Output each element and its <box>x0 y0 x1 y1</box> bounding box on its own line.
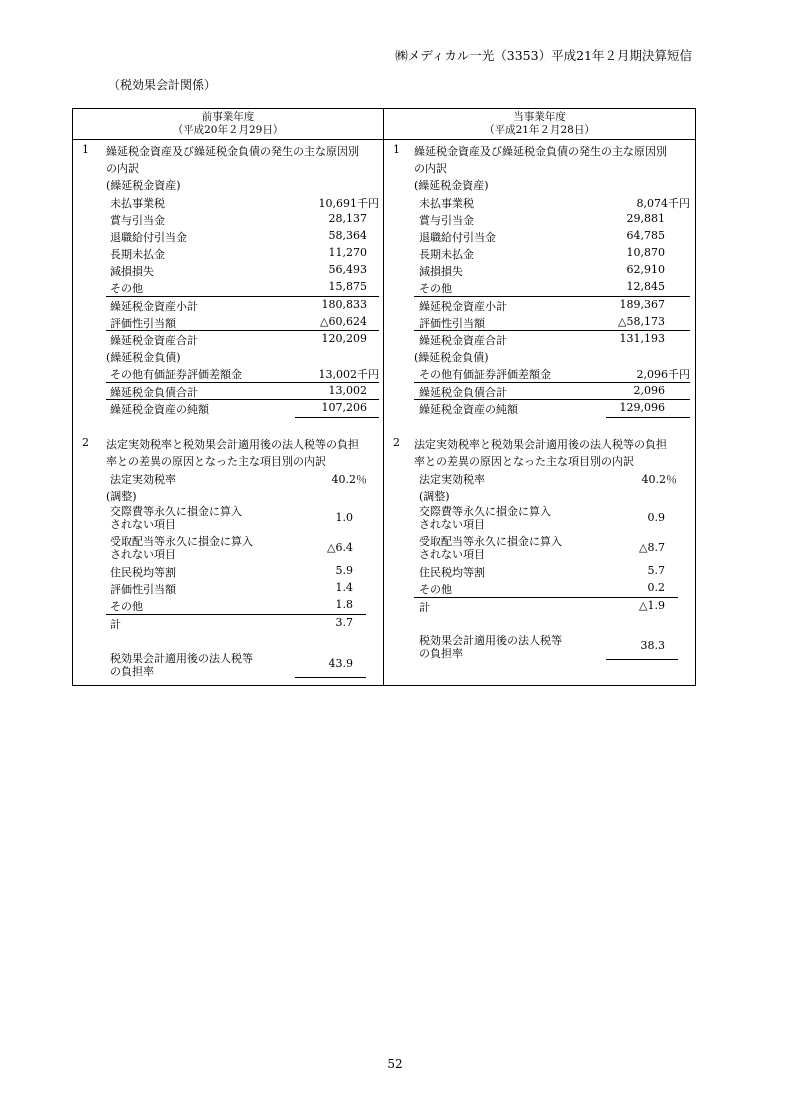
adjustment-total-rule <box>106 614 366 615</box>
section1-number: 1 <box>82 143 89 156</box>
dividend-label-line1: 受取配当等永久に損金に算入 <box>110 535 253 548</box>
dta-label: 長期未払金 <box>110 248 165 261</box>
adjustment-total-value: 3.7 <box>335 616 353 629</box>
net-label: 繰延税金資産の純額 <box>419 403 518 416</box>
dtl-item-value: 2,096千円 <box>636 368 690 381</box>
net-rule <box>414 399 690 400</box>
adjustment-label: 住民税均等割 <box>110 566 176 579</box>
dtl-rule <box>414 382 690 383</box>
net-label: 繰延税金資産の純額 <box>110 403 209 416</box>
adjustment-total-label: 計 <box>419 601 430 614</box>
current-year-period: （平成21年２月28日） <box>484 124 595 136</box>
dta-total-label: 繰延税金資産合計 <box>110 334 198 347</box>
adjustment-value: 0.2 <box>647 581 665 594</box>
dta-label: 未払事業税 <box>110 197 165 210</box>
adjustment-total-value: △1.9 <box>639 599 665 612</box>
section2-title-line1: 法定実効税率と税効果会計適用後の法人税等の負担 <box>414 438 667 451</box>
dta-value: 11,270 <box>328 246 367 259</box>
entertainment-label-line2: されない項目 <box>419 518 485 531</box>
dta-label: 長期未払金 <box>419 248 474 261</box>
dtl-rule <box>106 382 379 383</box>
statutory-rate-value: 40.2％ <box>331 473 367 486</box>
current-year-heading: 当事業年度 <box>513 111 566 123</box>
page-number: 52 <box>387 1057 403 1071</box>
valuation-allowance-label: 評価性引当額 <box>419 317 485 330</box>
prior-year-heading: 前事業年度 <box>201 111 255 123</box>
net-rule <box>106 399 379 400</box>
section2-title-line2: 率との差異の原因となった主な項目別の内訳 <box>414 455 634 468</box>
subtotal-rule <box>414 296 690 297</box>
adjustment-total-label: 計 <box>110 618 121 631</box>
current-year-column <box>384 109 695 685</box>
adjustment-label: 住民税均等割 <box>419 566 485 579</box>
dta-heading: (繰延税金資産) <box>414 179 489 192</box>
statutory-rate-value: 40.2％ <box>641 473 677 486</box>
dta-label: 減損損失 <box>419 265 463 278</box>
dta-label: 未払事業税 <box>419 197 474 210</box>
section1-title-line1: 繰延税金資産及び繰延税金負債の発生の主な原因別 <box>414 145 667 158</box>
dta-value: 29,881 <box>626 212 665 225</box>
valuation-allowance-value: △58,173 <box>618 315 665 328</box>
adjustment-label: その他 <box>419 583 452 596</box>
adjustment-value: 5.7 <box>647 564 665 577</box>
dtl-total-value: 2,096 <box>633 384 665 397</box>
dta-subtotal-value: 180,833 <box>321 298 367 311</box>
dividend-label-line2: されない項目 <box>419 548 485 561</box>
section1-title-line2: の内訳 <box>414 162 447 175</box>
net-value: 129,096 <box>619 401 665 414</box>
section1-title-line1: 繰延税金資産及び繰延税金負債の発生の主な原因別 <box>106 145 359 158</box>
dta-label: その他 <box>419 282 452 295</box>
effective-rate-label-line1: 税効果会計適用後の法人税等 <box>419 634 562 647</box>
section2-title-line2: 率との差異の原因となった主な項目別の内訳 <box>106 455 326 468</box>
section1-title-line2: の内訳 <box>106 162 139 175</box>
dta-value: 10,691千円 <box>318 197 379 210</box>
adjustment-label: その他 <box>110 600 143 613</box>
subtotal-rule <box>106 296 379 297</box>
dtl-item-label: その他有価証券評価差額金 <box>110 368 242 381</box>
dta-subtotal-label: 繰延税金資産小計 <box>110 300 198 313</box>
dta-heading: (繰延税金資産) <box>106 179 181 192</box>
dividend-value: △8.7 <box>639 541 665 554</box>
total-rule <box>106 330 379 331</box>
dtl-total-label: 繰延税金負債合計 <box>419 386 507 399</box>
effective-rate-label-line2: の負担率 <box>419 647 463 660</box>
dividend-value: △6.4 <box>327 541 353 554</box>
dta-value: 10,870 <box>626 246 665 259</box>
statutory-rate-label: 法定実効税率 <box>110 473 176 486</box>
net-value: 107,206 <box>321 401 367 414</box>
dtl-heading: (繰延税金負債) <box>106 351 181 364</box>
section2-number: 2 <box>393 436 400 449</box>
dta-subtotal-label: 繰延税金資産小計 <box>419 300 507 313</box>
valuation-allowance-value: △60,624 <box>320 315 367 328</box>
adjustment-heading: (調整) <box>419 490 450 503</box>
statutory-rate-label: 法定実効税率 <box>419 473 485 486</box>
entertainment-value: 1.0 <box>335 511 353 524</box>
dividend-label-line1: 受取配当等永久に損金に算入 <box>419 535 562 548</box>
dtl-item-label: その他有価証券評価差額金 <box>419 368 551 381</box>
tax-effect-table <box>72 108 696 686</box>
effective-rate-underline <box>606 659 678 660</box>
dta-label: 退職給付引当金 <box>110 231 187 244</box>
adjustment-heading: (調整) <box>106 490 137 503</box>
effective-rate-label-line1: 税効果会計適用後の法人税等 <box>110 652 253 665</box>
dta-total-label: 繰延税金資産合計 <box>419 334 507 347</box>
adjustment-value: 1.4 <box>335 581 353 594</box>
dta-label: 退職給付引当金 <box>419 231 496 244</box>
dta-label: 賞与引当金 <box>110 214 165 227</box>
dta-value: 56,493 <box>328 263 367 276</box>
dtl-total-value: 13,002 <box>328 384 367 397</box>
dta-value: 58,364 <box>328 229 367 242</box>
prior-year-period: （平成20年２月29日） <box>172 124 284 136</box>
valuation-allowance-label: 評価性引当額 <box>110 317 176 330</box>
effective-rate-underline <box>295 677 366 678</box>
dta-subtotal-value: 189,367 <box>619 298 665 311</box>
dta-value: 15,875 <box>328 280 367 293</box>
effective-rate-value: 38.3 <box>640 639 665 652</box>
section2-title-line1: 法定実効税率と税効果会計適用後の法人税等の負担 <box>106 438 359 451</box>
dta-label: 減損損失 <box>110 265 154 278</box>
entertainment-value: 0.9 <box>647 511 665 524</box>
net-underline <box>295 417 379 418</box>
document-header: ㈱メディカル一光（3353）平成21年２月期決算短信 <box>395 48 692 63</box>
entertainment-label-line1: 交際費等永久に損金に算入 <box>110 505 242 518</box>
dta-value: 64,785 <box>626 229 665 242</box>
section2-number: 2 <box>82 436 89 449</box>
dta-value: 8,074千円 <box>636 197 690 210</box>
total-rule <box>414 330 690 331</box>
effective-rate-label-line2: の負担率 <box>110 665 154 678</box>
dtl-item-value: 13,002千円 <box>318 368 379 381</box>
dta-value: 28,137 <box>328 212 367 225</box>
dtl-heading: (繰延税金負債) <box>414 351 489 364</box>
prior-year-column <box>73 109 383 685</box>
dta-total-value: 131,193 <box>619 332 665 345</box>
net-underline <box>606 417 690 418</box>
adjustment-value: 1.8 <box>335 598 353 611</box>
dividend-label-line2: されない項目 <box>110 548 176 561</box>
adjustment-label: 評価性引当額 <box>110 583 176 596</box>
adjustment-total-rule <box>414 597 678 598</box>
entertainment-label-line2: されない項目 <box>110 518 176 531</box>
section-title: （税効果会計関係） <box>108 78 217 92</box>
dtl-total-label: 繰延税金負債合計 <box>110 386 198 399</box>
dta-label: 賞与引当金 <box>419 214 474 227</box>
dta-total-value: 120,209 <box>321 332 367 345</box>
dta-value: 12,845 <box>626 280 665 293</box>
dta-value: 62,910 <box>626 263 665 276</box>
effective-rate-value: 43.9 <box>328 657 353 670</box>
entertainment-label-line1: 交際費等永久に損金に算入 <box>419 505 551 518</box>
adjustment-value: 5.9 <box>335 564 353 577</box>
section1-number: 1 <box>393 143 400 156</box>
dta-label: その他 <box>110 282 143 295</box>
